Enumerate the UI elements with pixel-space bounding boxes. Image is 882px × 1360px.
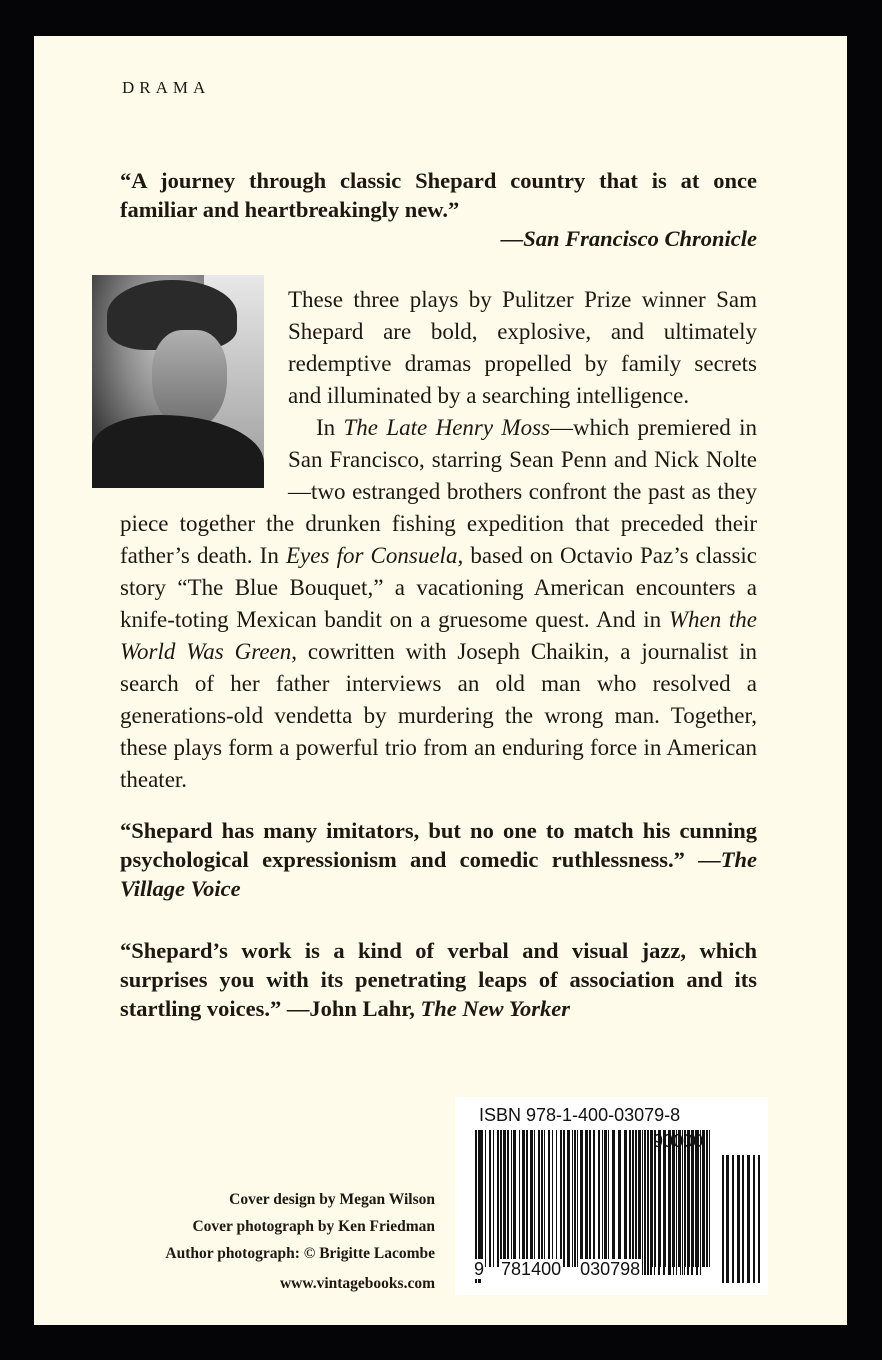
barcode-bar <box>493 1130 494 1267</box>
barcode-bar <box>706 1130 708 1267</box>
isbn-barcode <box>455 1097 768 1295</box>
barcode-bar <box>481 1130 483 1267</box>
description-text: These three plays by Pulitzer Prize winner Sam Shepard are bold, explosive, and ultimately redemptive dramas propelled by family secrets and illuminated by a searching intelligence. <box>288 287 757 408</box>
credit-cover-photo: Cover photograph by Ken Friedman <box>192 1218 435 1235</box>
barcode-bar <box>602 1130 603 1267</box>
barcode-bar <box>485 1130 486 1267</box>
barcode-bar <box>593 1130 595 1267</box>
barcode-bar <box>726 1155 729 1283</box>
barcode-bar <box>572 1130 573 1267</box>
credit-cover-design: Cover design by Megan Wilson <box>229 1191 435 1208</box>
barcode-bar <box>636 1130 637 1275</box>
play-title: The Late Henry Moss <box>343 415 550 440</box>
barcode-bar <box>489 1130 491 1267</box>
play-title: When the World Was Green <box>120 607 757 664</box>
barcode-bar <box>642 1130 643 1275</box>
review-quote-3 <box>120 936 757 1023</box>
review-quote-2 <box>120 816 757 903</box>
back-cover <box>34 36 847 1325</box>
barcode-bar <box>604 1130 607 1267</box>
barcode-bar <box>585 1130 588 1267</box>
barcode-bar <box>644 1130 646 1275</box>
description-text: , cowritten with Joseph Chaikin, a journalist in search of her father interviews an old man who resolved a generations-old vendetta by murdering the wrong man. Together, these plays form a powerful trio from an enduring force in American theater. <box>120 639 757 792</box>
barcode-bar <box>635 1130 636 1267</box>
barcode-bar <box>650 1130 652 1275</box>
barcode-bar <box>497 1130 499 1267</box>
barcode-bar <box>511 1130 512 1267</box>
quote-source: —San Francisco Chronicle <box>500 226 757 251</box>
description-text: , based on Octavio Paz’s classic story “The Blue Bouquet,” a vacationing American encounters a knife-toting Mexican bandit on a gruesome quest. And in <box>120 543 757 632</box>
barcode-bar <box>608 1130 609 1267</box>
barcode-bar <box>556 1130 557 1267</box>
barcode-bar <box>618 1130 621 1267</box>
barcode-bar <box>580 1130 583 1267</box>
play-title: Eyes for Consuela <box>286 543 458 568</box>
barcode-bar <box>526 1130 528 1267</box>
barcode-bar <box>722 1155 724 1283</box>
description <box>120 284 757 796</box>
barcode-digit-lead: 9 <box>474 1259 485 1279</box>
isbn-text: ISBN 978-1-400-03079-8 <box>479 1105 681 1125</box>
barcode-bar <box>598 1130 600 1267</box>
website-link[interactable]: www.vintagebooks.com <box>279 1275 435 1292</box>
barcode-bar <box>563 1130 565 1267</box>
barcode-bar <box>737 1155 740 1283</box>
barcode-bar <box>747 1155 750 1283</box>
quote-source: —The Village Voice <box>120 847 757 901</box>
quote-source: The New Yorker <box>420 996 571 1021</box>
barcode-bar <box>534 1130 535 1267</box>
review-quote-1 <box>120 166 757 253</box>
barcode-bar <box>548 1130 550 1267</box>
barcode-digits <box>473 1259 641 1280</box>
barcode-bar <box>503 1130 506 1267</box>
barcode-bar <box>522 1130 525 1267</box>
credits <box>165 1186 435 1267</box>
barcode-bar <box>633 1130 634 1275</box>
barcode-bar <box>732 1155 734 1283</box>
barcode-bar <box>560 1130 562 1267</box>
credit-author-photo: Author photograph: © Brigitte Lacombe <box>165 1245 435 1262</box>
barcode-bar <box>612 1130 615 1267</box>
barcode-bar <box>574 1130 576 1267</box>
barcode-bar <box>513 1130 516 1267</box>
barcode-bar <box>624 1130 627 1267</box>
barcode-bar <box>632 1130 633 1267</box>
barcode-bar <box>552 1130 553 1267</box>
barcode-bar <box>530 1130 533 1267</box>
barcode-bar <box>567 1130 570 1267</box>
barcode-digits-right: 030798 <box>580 1259 641 1279</box>
barcode-bar <box>541 1130 543 1267</box>
barcode-bar <box>500 1130 502 1267</box>
barcode-bar <box>638 1130 641 1275</box>
barcode-bar <box>753 1155 755 1283</box>
description-text: In <box>316 415 344 440</box>
barcode-bar <box>507 1130 509 1267</box>
description-text: —which premiered in San Francisco, starring Sean Penn and Nick Nolte—two estranged brothers confront the past as they piece together the drunken fishing expedition that preceded their father’s death. In <box>120 415 757 568</box>
barcode-bar <box>709 1130 710 1267</box>
barcode-digits-left: 781400 <box>501 1259 562 1279</box>
barcode-bar <box>758 1155 760 1283</box>
barcode-bar <box>544 1130 545 1267</box>
barcode-bar <box>629 1130 631 1267</box>
quote-text: “A journey through classic Shepard country that is at once familiar and heartbreakingly new.” <box>120 168 757 222</box>
barcode-bar <box>742 1155 744 1283</box>
price-code: 90000 <box>653 1131 704 1151</box>
barcode-bar <box>589 1130 591 1267</box>
barcode-bar <box>647 1130 649 1275</box>
barcode-bar <box>577 1130 578 1267</box>
barcode-bar <box>538 1130 540 1267</box>
genre-label: DRAMA <box>122 78 211 97</box>
quote-text: “Shepard has many imitators, but no one to match his cunning psychological expressionism and comedic ruthlessness.” <box>120 818 757 872</box>
quote-text: “Shepard’s work is a kind of verbal and visual jazz, which surprises you with its penetrating leaps of association and its startling voices.” —John Lahr, <box>120 938 757 1021</box>
author-photo <box>92 275 264 488</box>
barcode-bar <box>519 1130 520 1267</box>
